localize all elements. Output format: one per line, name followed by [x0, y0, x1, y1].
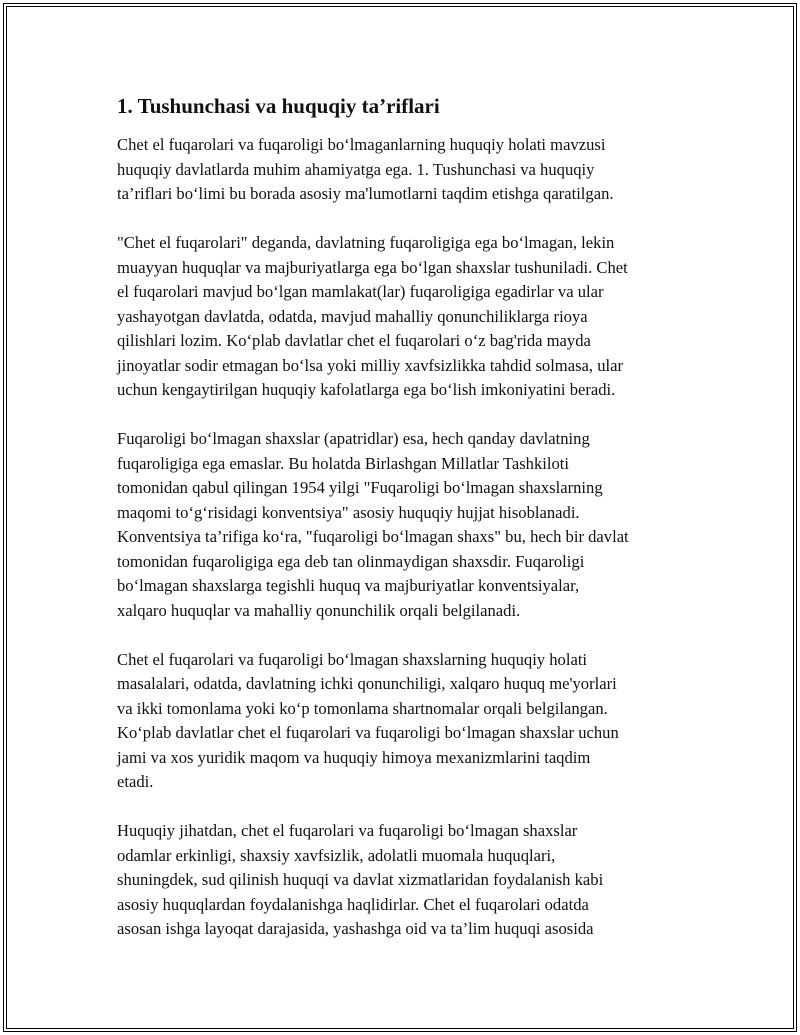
text-line: Koʻplab davlatlar chet el fuqarolari va fuqaroligi boʻlmagan shaxslar uchun	[117, 723, 619, 742]
text-line: Chet el fuqarolari va fuqaroligi boʻlmaganlarning huquqiy holati mavzusi	[117, 135, 606, 154]
text-line: tomonidan qabul qilingan 1954 yilgi "Fuqaroligi boʻlmagan shaxslarning	[117, 478, 603, 497]
text-line: Huquqiy jihatdan, chet el fuqarolari va fuqaroligi boʻlmagan shaxslar	[117, 821, 578, 840]
text-line: jinoyatlar sodir etmagan boʻlsa yoki milliy xavfsizlikka tahdid solmasa, ular	[117, 355, 623, 375]
text-line: yashayotgan davlatda, odatda, mavjud mahalliy qonunchiliklarga rioya	[117, 306, 588, 326]
text-line: tomonidan fuqaroligiga ega deb tan olinmaydigan shaxsdir. Fuqaroligi	[117, 551, 585, 571]
text-line: Konventsiya ta’rifiga koʻra, "fuqaroligi boʻlmagan shaxs" bu, hech bir davlat	[117, 527, 629, 546]
text-line: xalqaro huquqlar va mahalliy qonunchilik orqali belgilanadi.	[117, 600, 521, 620]
text-line: muayyan huquqlar va majburiyatlarga ega boʻlgan shaxslar tushuniladi. Chet	[117, 257, 628, 277]
text-line: uchun kengaytirilgan huquqiy kafolatlarga ega boʻlish imkoniyatini beradi.	[117, 380, 616, 399]
text-line: odamlar erkinligi, shaxsiy xavfsizlik, adolatli muomala huquqlari,	[117, 845, 556, 865]
text-line: "Chet el fuqarolari" deganda, davlatning fuqaroligiga ega boʻlmagan, lekin	[117, 233, 615, 252]
text-line: masalalari, odatda, davlatning ichki qonunchiligi, xalqaro huquq me'yorlari	[117, 674, 617, 693]
text-line: maqomi toʻgʻrisidagi konventsiya" asosiy huquqiy hujjat hisoblanadi.	[117, 502, 580, 522]
text-line: boʻlmagan shaxslarga tegishli huquq va majburiyatlar konventsiyalar,	[117, 576, 580, 595]
paragraph-legal-status	[117, 648, 687, 795]
text-line: etadi.	[117, 772, 154, 791]
document-body	[117, 93, 687, 966]
text-line: Fuqaroligi boʻlmagan shaxslar (apatridlar) esa, hech qanday davlatning	[117, 429, 590, 448]
text-line: asosan ishga layoqat darajasida, yashashga oid va ta’lim huquqi asosida	[117, 919, 594, 938]
paragraph-stateless-persons	[117, 427, 687, 623]
text-line: fuqaroligiga ega emaslar. Bu holatda Birlashgan Millatlar Tashkiloti	[117, 453, 569, 473]
text-line: Chet el fuqarolari va fuqaroligi boʻlmagan shaxslarning huquqiy holati	[117, 649, 588, 669]
section-heading: 1. Tushunchasi va huquqiy ta’riflari	[117, 94, 440, 118]
text-line: el fuqarolari mavjud boʻlgan mamlakat(lar) fuqaroligiga egadirlar va ular	[117, 282, 604, 301]
paragraph-legal-rights	[117, 819, 687, 942]
text-line: asosiy huquqlardan foydalanishga haqlidirlar. Chet el fuqarolari odatda	[117, 894, 589, 914]
text-line: ta’riflari boʻlimi bu borada asosiy ma'lumotlarni taqdim etishga qaratilgan.	[117, 184, 614, 203]
text-line: jami va xos yuridik maqom va huquqiy himoya mexanizmlarini taqdim	[117, 747, 591, 767]
text-line: qilishlari lozim. Koʻplab davlatlar chet el fuqarolari oʻz bag'rida mayda	[117, 331, 591, 350]
text-line: shuningdek, sud qilinish huquqi va davlat xizmatlaridan foydalanish kabi	[117, 870, 604, 889]
text-line: va ikki tomonlama yoki koʻp tomonlama shartnomalar orqali belgilangan.	[117, 698, 608, 718]
text-line: huquqiy davlatlarda muhim ahamiyatga ega. 1. Tushunchasi va huquqiy	[117, 159, 595, 179]
paragraph-intro	[117, 133, 687, 207]
paragraph-foreign-citizens	[117, 231, 687, 403]
